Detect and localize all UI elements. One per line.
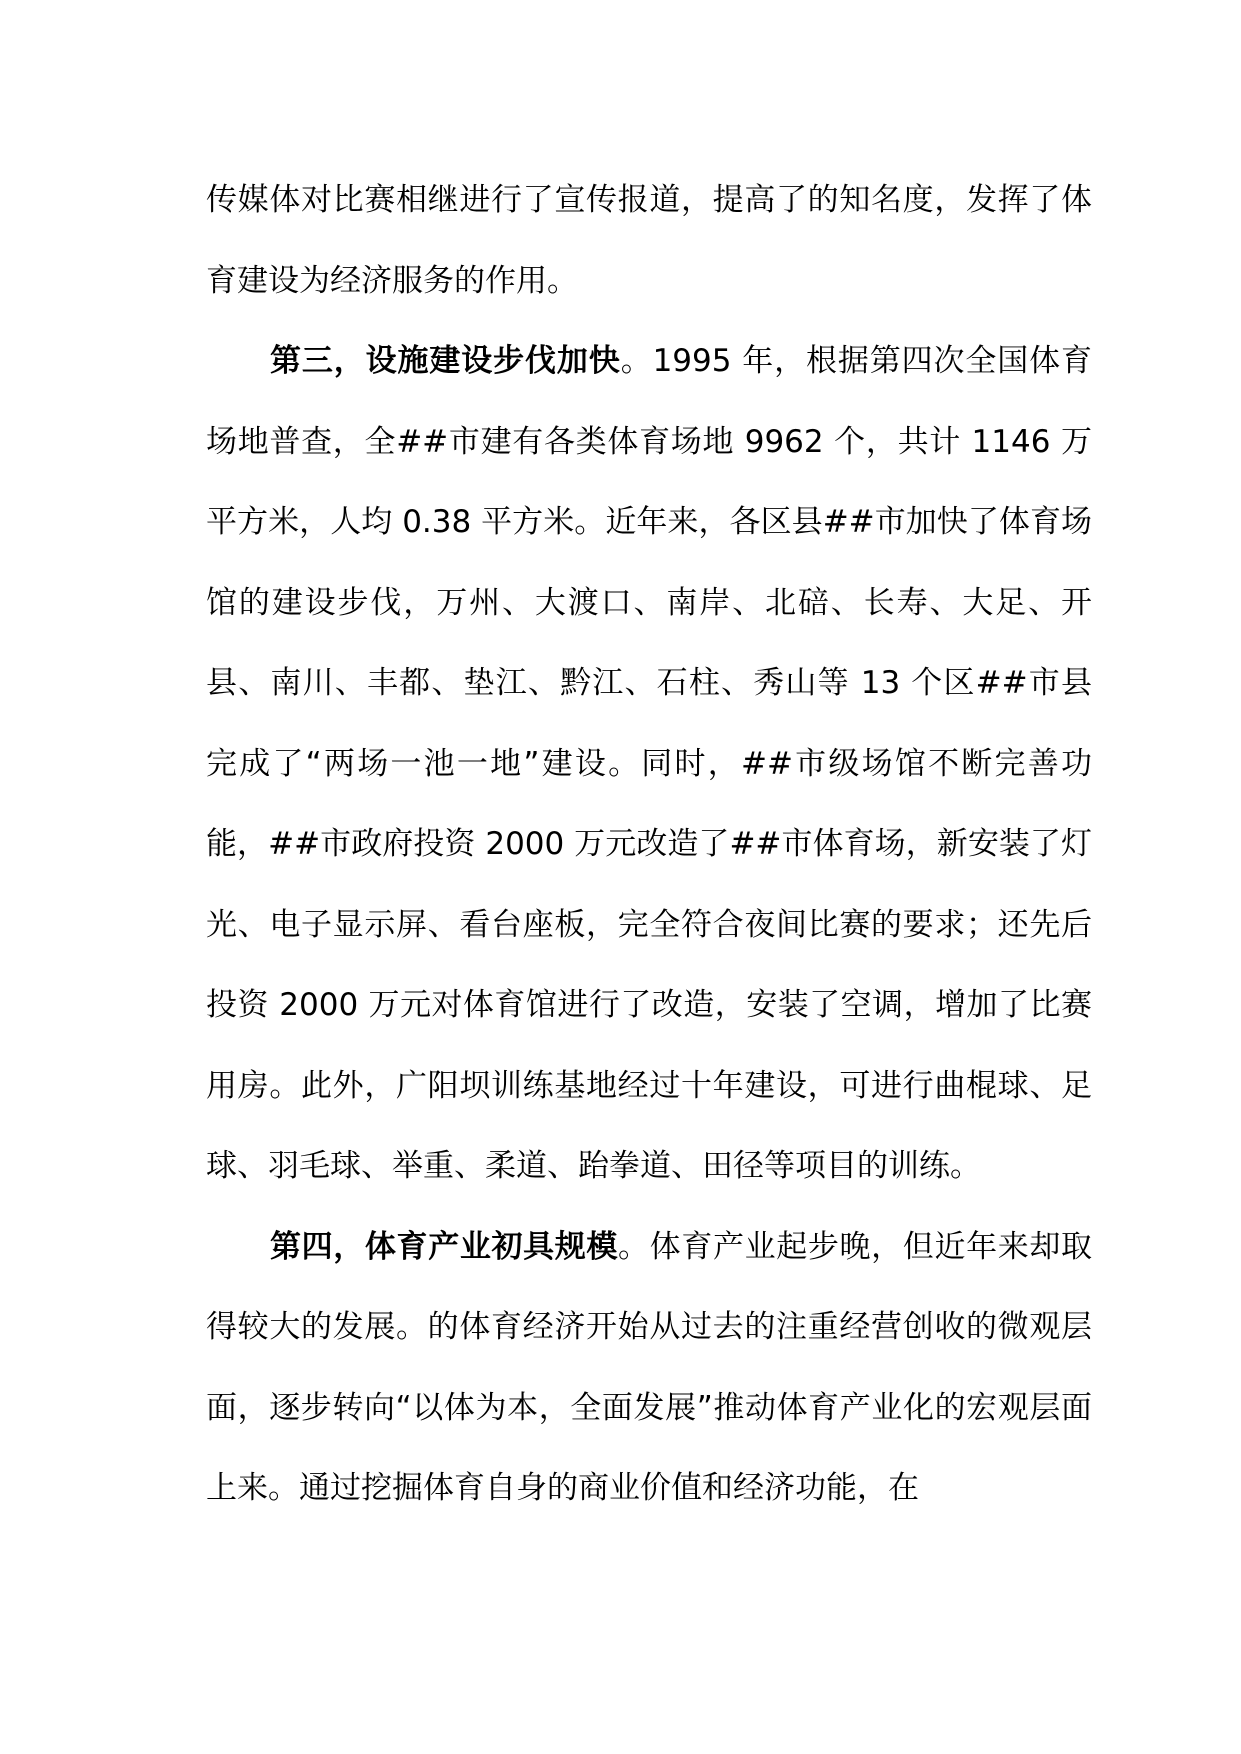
paragraph-facilities	[206, 321, 1092, 1207]
paragraph-continuation	[206, 160, 1092, 321]
paragraph-text: 。1995 年，根据第四次全国体育场地普查，全##市建有各类体育场地 9962 个，共计 1146 万平方米，人均 0.38 平方米。近年来，各区县##市加快了体育场馆的建设步伐，万州、大渡口、南岸、北碚、长寿、大足、开县、南川、丰都、垫江、黔江、石柱、秀山等 13 个区##市县完成了“两场一池一地”建设。同时，##市级场馆不断完善功能，##市政府投资 2000 万元改造了##市体育场，新安装了灯光、电子显示屏、看台座板，完全符合夜间比赛的要求；还先后投资 2000 万元对体育馆进行了改造，安装了空调，增加了比赛用房。此外，广阳坝训练基地经过十年建设，可进行曲棍球、足球、羽毛球、举重、柔道、跆拳道、田径等项目的训练。	[206, 343, 1092, 1184]
paragraph-heading: 第三，设施建设步伐加快	[270, 343, 621, 379]
paragraph-text: 传媒体对比赛相继进行了宣传报道，提高了的知名度，发挥了体育建设为经济服务的作用。	[206, 182, 1092, 299]
paragraph-heading: 第四，体育产业初具规模	[270, 1228, 619, 1265]
paragraph-industry	[206, 1207, 1092, 1529]
paragraph-text: 。体育产业起步晚，但近年来却取得较大的发展。的体育经济开始从过去的注重经营创收的微观层面，逐步转向“以体为本，全面发展”推动体育产业化的宏观层面上来。通过挖掘体育自身的商业价值和经济功能，在	[206, 1228, 1093, 1506]
document-body	[206, 160, 1092, 1529]
